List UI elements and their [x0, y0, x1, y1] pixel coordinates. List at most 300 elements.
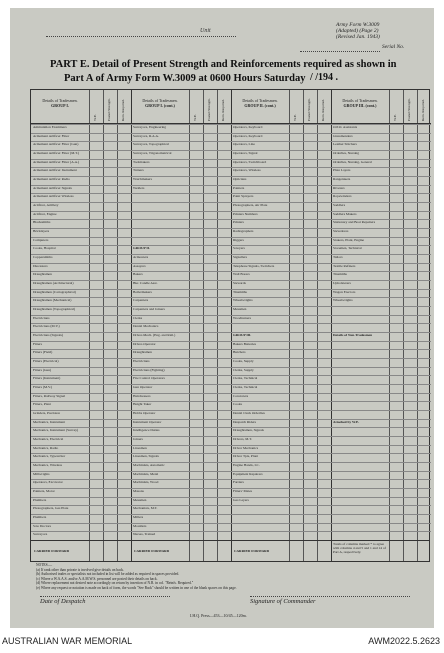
- entry-cell[interactable]: [89, 193, 103, 202]
- entry-cell[interactable]: [389, 315, 403, 324]
- entry-cell[interactable]: [189, 427, 203, 436]
- entry-cell[interactable]: [217, 497, 231, 506]
- entry-cell[interactable]: [317, 367, 331, 376]
- entry-cell[interactable]: [89, 523, 103, 532]
- entry-cell[interactable]: [403, 531, 417, 540]
- entry-cell[interactable]: [117, 497, 131, 506]
- entry-cell[interactable]: [389, 497, 403, 506]
- entry-cell[interactable]: [389, 271, 403, 280]
- entry-cell[interactable]: [389, 349, 403, 358]
- entry-cell[interactable]: [189, 315, 203, 324]
- entry-cell[interactable]: [117, 531, 131, 540]
- entry-cell[interactable]: [189, 375, 203, 384]
- entry-cell[interactable]: [189, 124, 203, 133]
- entry-cell[interactable]: [403, 445, 417, 454]
- entry-cell[interactable]: [303, 254, 317, 263]
- entry-cell[interactable]: [403, 254, 417, 263]
- entry-cell[interactable]: [203, 419, 217, 428]
- entry-cell[interactable]: [417, 124, 431, 133]
- entry-cell[interactable]: [303, 245, 317, 254]
- entry-cell[interactable]: [389, 523, 403, 532]
- entry-cell[interactable]: [317, 167, 331, 176]
- entry-cell[interactable]: [303, 523, 317, 532]
- entry-cell[interactable]: [317, 497, 331, 506]
- entry-cell[interactable]: [217, 445, 231, 454]
- entry-cell[interactable]: [203, 462, 217, 471]
- entry-cell[interactable]: [389, 211, 403, 220]
- entry-cell[interactable]: [117, 202, 131, 211]
- entry-cell[interactable]: [217, 471, 231, 480]
- entry-cell[interactable]: [103, 306, 117, 315]
- entry-cell[interactable]: [117, 410, 131, 419]
- entry-cell[interactable]: [303, 410, 317, 419]
- entry-cell[interactable]: [89, 167, 103, 176]
- entry-cell[interactable]: [289, 341, 303, 350]
- entry-cell[interactable]: [117, 358, 131, 367]
- entry-cell[interactable]: [217, 237, 231, 246]
- entry-cell[interactable]: [117, 341, 131, 350]
- entry-cell[interactable]: [189, 462, 203, 471]
- entry-cell[interactable]: [189, 133, 203, 142]
- entry-cell[interactable]: [389, 410, 403, 419]
- entry-cell[interactable]: [203, 193, 217, 202]
- entry-cell[interactable]: [217, 436, 231, 445]
- entry-cell[interactable]: [203, 306, 217, 315]
- entry-cell[interactable]: [189, 514, 203, 523]
- entry-cell[interactable]: [89, 488, 103, 497]
- entry-cell[interactable]: [89, 202, 103, 211]
- entry-cell[interactable]: [103, 332, 117, 341]
- entry-cell[interactable]: [217, 159, 231, 168]
- entry-cell[interactable]: [89, 185, 103, 194]
- entry-cell[interactable]: [417, 505, 431, 514]
- entry-cell[interactable]: [289, 228, 303, 237]
- entry-cell[interactable]: [117, 436, 131, 445]
- entry-cell[interactable]: [417, 419, 431, 428]
- entry-cell[interactable]: [389, 531, 403, 540]
- entry-cell[interactable]: [303, 384, 317, 393]
- entry-cell[interactable]: [89, 427, 103, 436]
- entry-cell[interactable]: [217, 315, 231, 324]
- entry-cell[interactable]: [117, 124, 131, 133]
- entry-cell[interactable]: [389, 124, 403, 133]
- entry-cell[interactable]: [89, 341, 103, 350]
- entry-cell[interactable]: [289, 332, 303, 341]
- entry-cell[interactable]: [189, 531, 203, 540]
- entry-cell[interactable]: [303, 453, 317, 462]
- entry-cell[interactable]: [217, 514, 231, 523]
- entry-cell[interactable]: [217, 185, 231, 194]
- entry-cell[interactable]: [417, 254, 431, 263]
- entry-cell[interactable]: [103, 514, 117, 523]
- entry-cell[interactable]: [89, 384, 103, 393]
- entry-cell[interactable]: [103, 419, 117, 428]
- entry-cell[interactable]: [289, 375, 303, 384]
- entry-cell[interactable]: [203, 219, 217, 228]
- entry-cell[interactable]: [303, 133, 317, 142]
- entry-cell[interactable]: [303, 419, 317, 428]
- entry-cell[interactable]: [217, 367, 231, 376]
- entry-cell[interactable]: [389, 159, 403, 168]
- entry-cell[interactable]: [217, 150, 231, 159]
- entry-cell[interactable]: [203, 341, 217, 350]
- entry-cell[interactable]: [217, 245, 231, 254]
- entry-cell[interactable]: [117, 254, 131, 263]
- entry-cell[interactable]: [317, 315, 331, 324]
- entry-cell[interactable]: [317, 445, 331, 454]
- entry-cell[interactable]: [289, 271, 303, 280]
- entry-cell[interactable]: [389, 479, 403, 488]
- entry-cell[interactable]: [189, 237, 203, 246]
- entry-cell[interactable]: [203, 479, 217, 488]
- entry-cell[interactable]: [89, 141, 103, 150]
- entry-cell[interactable]: [417, 141, 431, 150]
- entry-cell[interactable]: [303, 488, 317, 497]
- entry-cell[interactable]: [289, 497, 303, 506]
- entry-cell[interactable]: [403, 176, 417, 185]
- entry-cell[interactable]: [303, 505, 317, 514]
- entry-cell[interactable]: [203, 167, 217, 176]
- entry-cell[interactable]: [389, 367, 403, 376]
- entry-cell[interactable]: [289, 488, 303, 497]
- entry-cell[interactable]: [403, 462, 417, 471]
- entry-cell[interactable]: [303, 531, 317, 540]
- entry-cell[interactable]: [403, 358, 417, 367]
- entry-cell[interactable]: [317, 419, 331, 428]
- entry-cell[interactable]: [89, 479, 103, 488]
- entry-cell[interactable]: [189, 341, 203, 350]
- entry-cell[interactable]: [417, 349, 431, 358]
- entry-cell[interactable]: [289, 531, 303, 540]
- entry-cell[interactable]: [203, 159, 217, 168]
- entry-cell[interactable]: [289, 523, 303, 532]
- entry-cell[interactable]: [203, 297, 217, 306]
- entry-cell[interactable]: [389, 176, 403, 185]
- entry-cell[interactable]: [89, 471, 103, 480]
- entry-cell[interactable]: [217, 306, 231, 315]
- entry-cell[interactable]: [417, 479, 431, 488]
- entry-cell[interactable]: [217, 375, 231, 384]
- entry-cell[interactable]: [389, 245, 403, 254]
- entry-cell[interactable]: [403, 297, 417, 306]
- entry-cell[interactable]: [203, 410, 217, 419]
- entry-cell[interactable]: [417, 436, 431, 445]
- entry-cell[interactable]: [417, 306, 431, 315]
- entry-cell[interactable]: [289, 289, 303, 298]
- entry-cell[interactable]: [289, 514, 303, 523]
- entry-cell[interactable]: [403, 393, 417, 402]
- entry-cell[interactable]: [317, 185, 331, 194]
- entry-cell[interactable]: [203, 436, 217, 445]
- entry-cell[interactable]: [403, 193, 417, 202]
- entry-cell[interactable]: [203, 202, 217, 211]
- entry-cell[interactable]: [303, 159, 317, 168]
- entry-cell[interactable]: [189, 505, 203, 514]
- entry-cell[interactable]: [203, 133, 217, 142]
- entry-cell[interactable]: [217, 488, 231, 497]
- entry-cell[interactable]: [417, 133, 431, 142]
- entry-cell[interactable]: [89, 280, 103, 289]
- entry-cell[interactable]: [317, 471, 331, 480]
- entry-cell[interactable]: [89, 332, 103, 341]
- entry-cell[interactable]: [217, 384, 231, 393]
- entry-cell[interactable]: [89, 245, 103, 254]
- entry-cell[interactable]: [189, 497, 203, 506]
- entry-cell[interactable]: [317, 263, 331, 272]
- entry-cell[interactable]: [289, 167, 303, 176]
- entry-cell[interactable]: [217, 124, 231, 133]
- entry-cell[interactable]: [417, 375, 431, 384]
- entry-cell[interactable]: [317, 332, 331, 341]
- entry-cell[interactable]: [89, 393, 103, 402]
- entry-cell[interactable]: [303, 150, 317, 159]
- entry-cell[interactable]: [203, 445, 217, 454]
- entry-cell[interactable]: [217, 289, 231, 298]
- entry-cell[interactable]: [189, 271, 203, 280]
- entry-cell[interactable]: [89, 375, 103, 384]
- entry-cell[interactable]: [203, 471, 217, 480]
- entry-cell[interactable]: [317, 280, 331, 289]
- entry-cell[interactable]: [189, 410, 203, 419]
- entry-cell[interactable]: [117, 193, 131, 202]
- entry-cell[interactable]: [89, 150, 103, 159]
- entry-cell[interactable]: [217, 323, 231, 332]
- entry-cell[interactable]: [189, 219, 203, 228]
- entry-cell[interactable]: [417, 280, 431, 289]
- entry-cell[interactable]: [289, 384, 303, 393]
- entry-cell[interactable]: [403, 401, 417, 410]
- entry-cell[interactable]: [189, 332, 203, 341]
- entry-cell[interactable]: [117, 289, 131, 298]
- entry-cell[interactable]: [417, 367, 431, 376]
- entry-cell[interactable]: [417, 193, 431, 202]
- entry-cell[interactable]: [289, 410, 303, 419]
- entry-cell[interactable]: [403, 280, 417, 289]
- entry-cell[interactable]: [403, 323, 417, 332]
- entry-cell[interactable]: [103, 367, 117, 376]
- entry-cell[interactable]: [289, 306, 303, 315]
- entry-cell[interactable]: [103, 271, 117, 280]
- entry-cell[interactable]: [103, 133, 117, 142]
- entry-cell[interactable]: [217, 341, 231, 350]
- entry-cell[interactable]: [289, 349, 303, 358]
- entry-cell[interactable]: [317, 297, 331, 306]
- entry-cell[interactable]: [389, 202, 403, 211]
- entry-cell[interactable]: [317, 141, 331, 150]
- entry-cell[interactable]: [317, 254, 331, 263]
- entry-cell[interactable]: [117, 159, 131, 168]
- entry-cell[interactable]: [203, 453, 217, 462]
- entry-cell[interactable]: [289, 427, 303, 436]
- entry-cell[interactable]: [189, 367, 203, 376]
- entry-cell[interactable]: [203, 367, 217, 376]
- entry-cell[interactable]: [389, 341, 403, 350]
- entry-cell[interactable]: [89, 453, 103, 462]
- entry-cell[interactable]: [403, 514, 417, 523]
- entry-cell[interactable]: [303, 445, 317, 454]
- entry-cell[interactable]: [403, 211, 417, 220]
- entry-cell[interactable]: [289, 471, 303, 480]
- entry-cell[interactable]: [389, 323, 403, 332]
- entry-cell[interactable]: [203, 141, 217, 150]
- entry-cell[interactable]: [417, 167, 431, 176]
- entry-cell[interactable]: [103, 323, 117, 332]
- entry-cell[interactable]: [89, 505, 103, 514]
- entry-cell[interactable]: [289, 133, 303, 142]
- entry-cell[interactable]: [217, 531, 231, 540]
- entry-cell[interactable]: [217, 202, 231, 211]
- entry-cell[interactable]: [203, 271, 217, 280]
- entry-cell[interactable]: [117, 332, 131, 341]
- entry-cell[interactable]: [203, 254, 217, 263]
- entry-cell[interactable]: [403, 349, 417, 358]
- entry-cell[interactable]: [403, 167, 417, 176]
- entry-cell[interactable]: [117, 462, 131, 471]
- entry-cell[interactable]: [289, 479, 303, 488]
- entry-cell[interactable]: [317, 401, 331, 410]
- entry-cell[interactable]: [103, 349, 117, 358]
- entry-cell[interactable]: [117, 185, 131, 194]
- entry-cell[interactable]: [403, 219, 417, 228]
- entry-cell[interactable]: [289, 185, 303, 194]
- entry-cell[interactable]: [303, 514, 317, 523]
- entry-cell[interactable]: [103, 427, 117, 436]
- entry-cell[interactable]: [89, 306, 103, 315]
- entry-cell[interactable]: [103, 176, 117, 185]
- entry-cell[interactable]: [417, 228, 431, 237]
- entry-cell[interactable]: [389, 393, 403, 402]
- entry-cell[interactable]: [417, 185, 431, 194]
- entry-cell[interactable]: [117, 323, 131, 332]
- entry-cell[interactable]: [203, 531, 217, 540]
- entry-cell[interactable]: [203, 505, 217, 514]
- entry-cell[interactable]: [303, 289, 317, 298]
- entry-cell[interactable]: [303, 349, 317, 358]
- entry-cell[interactable]: [289, 254, 303, 263]
- entry-cell[interactable]: [89, 159, 103, 168]
- entry-cell[interactable]: [317, 211, 331, 220]
- entry-cell[interactable]: [189, 488, 203, 497]
- entry-cell[interactable]: [403, 228, 417, 237]
- entry-cell[interactable]: [203, 349, 217, 358]
- entry-cell[interactable]: [317, 289, 331, 298]
- entry-cell[interactable]: [217, 332, 231, 341]
- entry-cell[interactable]: [417, 237, 431, 246]
- entry-cell[interactable]: [417, 384, 431, 393]
- entry-cell[interactable]: [89, 176, 103, 185]
- entry-cell[interactable]: [217, 254, 231, 263]
- entry-cell[interactable]: [117, 306, 131, 315]
- entry-cell[interactable]: [89, 124, 103, 133]
- entry-cell[interactable]: [403, 488, 417, 497]
- entry-cell[interactable]: [103, 237, 117, 246]
- entry-cell[interactable]: [89, 497, 103, 506]
- entry-cell[interactable]: [403, 410, 417, 419]
- entry-cell[interactable]: [389, 306, 403, 315]
- entry-cell[interactable]: [417, 150, 431, 159]
- entry-cell[interactable]: [403, 271, 417, 280]
- entry-cell[interactable]: [417, 289, 431, 298]
- entry-cell[interactable]: [317, 124, 331, 133]
- entry-cell[interactable]: [117, 237, 131, 246]
- entry-cell[interactable]: [217, 193, 231, 202]
- entry-cell[interactable]: [389, 505, 403, 514]
- entry-cell[interactable]: [417, 176, 431, 185]
- entry-cell[interactable]: [89, 531, 103, 540]
- entry-cell[interactable]: [189, 453, 203, 462]
- entry-cell[interactable]: [117, 245, 131, 254]
- entry-cell[interactable]: [289, 315, 303, 324]
- entry-cell[interactable]: [289, 462, 303, 471]
- entry-cell[interactable]: [217, 228, 231, 237]
- entry-cell[interactable]: [103, 297, 117, 306]
- entry-cell[interactable]: [317, 202, 331, 211]
- entry-cell[interactable]: [289, 159, 303, 168]
- entry-cell[interactable]: [417, 453, 431, 462]
- entry-cell[interactable]: [103, 393, 117, 402]
- entry-cell[interactable]: [217, 271, 231, 280]
- entry-cell[interactable]: [303, 124, 317, 133]
- entry-cell[interactable]: [389, 263, 403, 272]
- entry-cell[interactable]: [403, 315, 417, 324]
- entry-cell[interactable]: [317, 228, 331, 237]
- entry-cell[interactable]: [289, 505, 303, 514]
- entry-cell[interactable]: [403, 306, 417, 315]
- entry-cell[interactable]: [189, 245, 203, 254]
- entry-cell[interactable]: [403, 245, 417, 254]
- entry-cell[interactable]: [117, 514, 131, 523]
- entry-cell[interactable]: [89, 401, 103, 410]
- entry-cell[interactable]: [89, 436, 103, 445]
- entry-cell[interactable]: [103, 375, 117, 384]
- entry-cell[interactable]: [189, 384, 203, 393]
- entry-cell[interactable]: [203, 523, 217, 532]
- entry-cell[interactable]: [189, 306, 203, 315]
- entry-cell[interactable]: [89, 297, 103, 306]
- entry-cell[interactable]: [203, 150, 217, 159]
- entry-cell[interactable]: [403, 124, 417, 133]
- entry-cell[interactable]: [217, 401, 231, 410]
- entry-cell[interactable]: [189, 289, 203, 298]
- entry-cell[interactable]: [289, 263, 303, 272]
- entry-cell[interactable]: [389, 436, 403, 445]
- entry-cell[interactable]: [317, 193, 331, 202]
- entry-cell[interactable]: [117, 280, 131, 289]
- entry-cell[interactable]: [389, 193, 403, 202]
- entry-cell[interactable]: [417, 332, 431, 341]
- entry-cell[interactable]: [317, 531, 331, 540]
- entry-cell[interactable]: [389, 453, 403, 462]
- entry-cell[interactable]: [89, 358, 103, 367]
- entry-cell[interactable]: [103, 245, 117, 254]
- entry-cell[interactable]: [289, 280, 303, 289]
- entry-cell[interactable]: [417, 523, 431, 532]
- entry-cell[interactable]: [103, 202, 117, 211]
- entry-cell[interactable]: [303, 315, 317, 324]
- entry-cell[interactable]: [117, 427, 131, 436]
- entry-cell[interactable]: [217, 349, 231, 358]
- entry-cell[interactable]: [217, 297, 231, 306]
- entry-cell[interactable]: [317, 271, 331, 280]
- entry-cell[interactable]: [203, 393, 217, 402]
- entry-cell[interactable]: [289, 453, 303, 462]
- entry-cell[interactable]: [189, 358, 203, 367]
- entry-cell[interactable]: [89, 445, 103, 454]
- entry-cell[interactable]: [89, 419, 103, 428]
- entry-cell[interactable]: [189, 159, 203, 168]
- entry-cell[interactable]: [303, 228, 317, 237]
- entry-cell[interactable]: [89, 367, 103, 376]
